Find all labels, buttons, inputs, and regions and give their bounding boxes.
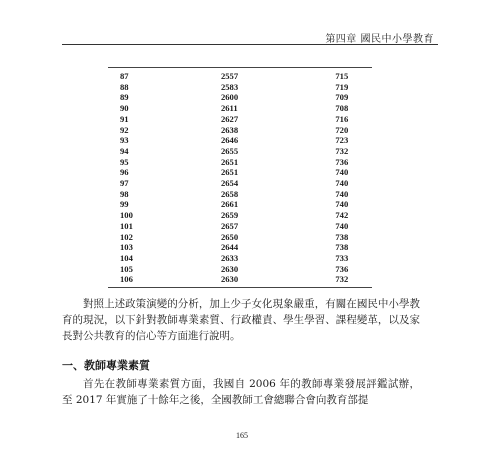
schools-cell: 2633 bbox=[220, 252, 239, 263]
year-cell: 89 bbox=[120, 92, 129, 103]
table-row bbox=[108, 274, 372, 285]
count-cell: 733 bbox=[335, 252, 349, 263]
count-cell: 708 bbox=[335, 103, 349, 114]
count-cell: 738 bbox=[335, 231, 349, 242]
count-cell: 715 bbox=[335, 71, 349, 81]
year-cell: 91 bbox=[120, 113, 129, 124]
count-cell: 736 bbox=[335, 156, 349, 167]
schools-cell: 2611 bbox=[220, 103, 238, 114]
table-bottom-rule bbox=[108, 287, 372, 288]
header-rule bbox=[62, 44, 438, 45]
schools-cell: 2650 bbox=[220, 231, 239, 242]
year-cell: 93 bbox=[120, 135, 129, 146]
schools-cell: 2654 bbox=[220, 178, 239, 189]
year-cell: 98 bbox=[120, 188, 129, 199]
running-header: 第四章 國民中小學教育 bbox=[325, 34, 434, 45]
year-cell: 103 bbox=[120, 242, 133, 253]
schools-cell: 2651 bbox=[220, 156, 239, 167]
table-row bbox=[108, 82, 372, 93]
year-cell: 100 bbox=[120, 210, 133, 221]
schools-cell: 2627 bbox=[220, 113, 239, 124]
year-cell: 94 bbox=[120, 145, 129, 156]
table-row bbox=[108, 242, 372, 253]
schools-cell: 2657 bbox=[220, 220, 239, 231]
section-heading: 一、教師專業素質 bbox=[62, 359, 150, 372]
year-cell: 102 bbox=[120, 231, 133, 242]
table-row bbox=[108, 210, 372, 221]
count-cell: 740 bbox=[335, 199, 349, 210]
table-body bbox=[108, 71, 372, 285]
count-cell: 709 bbox=[335, 92, 349, 103]
count-cell: 740 bbox=[335, 178, 349, 189]
count-cell: 742 bbox=[335, 210, 349, 221]
schools-cell: 2651 bbox=[220, 167, 239, 178]
paragraph-teacher-quality: 首先在教師專業素質方面，我國自 2006 年的教師專業發展評鑑試辦，至 2017 年實施了十餘年之後，全國教師工會總聯合會向教育部提 bbox=[62, 378, 420, 406]
count-cell: 732 bbox=[335, 145, 349, 156]
table-row bbox=[108, 178, 372, 189]
year-cell: 88 bbox=[120, 81, 129, 92]
schools-cell: 2658 bbox=[220, 188, 239, 199]
year-cell: 106 bbox=[120, 274, 133, 285]
schools-cell: 2659 bbox=[220, 210, 239, 221]
table-row bbox=[108, 146, 372, 157]
page-number: 165 bbox=[236, 431, 248, 440]
school-count-table bbox=[108, 71, 372, 285]
table-top-rule bbox=[108, 67, 372, 68]
year-cell: 95 bbox=[120, 156, 129, 167]
table-row bbox=[108, 103, 372, 114]
year-cell: 104 bbox=[120, 252, 133, 263]
schools-cell: 2630 bbox=[220, 263, 239, 274]
schools-cell: 2661 bbox=[220, 199, 239, 210]
count-cell: 740 bbox=[335, 220, 349, 231]
table-row bbox=[108, 199, 372, 210]
count-cell: 719 bbox=[335, 81, 349, 92]
table-row bbox=[108, 92, 372, 103]
table-row bbox=[108, 253, 372, 264]
year-cell: 105 bbox=[120, 263, 133, 274]
schools-cell: 2638 bbox=[220, 124, 239, 135]
year-cell: 99 bbox=[120, 199, 129, 210]
year-cell: 97 bbox=[120, 178, 129, 189]
year-cell: 101 bbox=[120, 220, 133, 231]
table-row bbox=[108, 232, 372, 243]
schools-cell: 2557 bbox=[220, 71, 239, 81]
table-row bbox=[108, 135, 372, 146]
schools-cell: 2646 bbox=[220, 135, 239, 146]
count-cell: 732 bbox=[335, 274, 349, 285]
year-cell: 96 bbox=[120, 167, 129, 178]
year-cell: 92 bbox=[120, 124, 129, 135]
table-row bbox=[108, 189, 372, 200]
schools-cell: 2583 bbox=[220, 81, 239, 92]
schools-cell: 2630 bbox=[220, 274, 239, 285]
count-cell: 736 bbox=[335, 263, 349, 274]
count-cell: 716 bbox=[335, 113, 349, 124]
year-cell: 90 bbox=[120, 103, 129, 114]
count-cell: 720 bbox=[335, 124, 349, 135]
schools-cell: 2644 bbox=[220, 242, 239, 253]
year-cell: 87 bbox=[120, 71, 129, 81]
table-row bbox=[108, 221, 372, 232]
count-cell: 740 bbox=[335, 188, 349, 199]
schools-cell: 2655 bbox=[220, 145, 239, 156]
paragraph-policy-analysis: 對照上述政策演變的分析，加上少子女化現象嚴重，有關在國民中小學教育的現況，以下針對教師專業素質、行政權責、學生學習、課程變革，以及家長對公共教育的信心等方面進行說明。 bbox=[62, 298, 420, 342]
count-cell: 738 bbox=[335, 242, 349, 253]
table-row bbox=[108, 157, 372, 168]
table-row bbox=[108, 71, 372, 82]
table-row bbox=[108, 264, 372, 275]
table-row bbox=[108, 114, 372, 125]
table-row bbox=[108, 167, 372, 178]
count-cell: 740 bbox=[335, 167, 349, 178]
count-cell: 723 bbox=[335, 135, 349, 146]
schools-cell: 2600 bbox=[220, 92, 239, 103]
table-row bbox=[108, 125, 372, 136]
